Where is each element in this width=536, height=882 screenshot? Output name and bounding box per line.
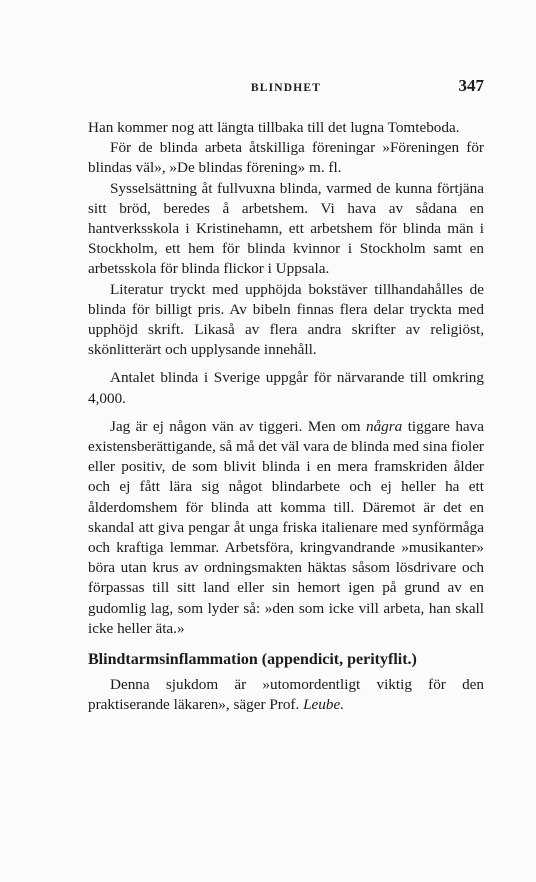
paragraph-beggars bbox=[88, 417, 484, 639]
paragraph-work-homes: Sysselsättning åt fullvuxna blinda, varmed de kunna förtjäna sitt bröd, beredes å arbetshem. Vi hava av sådana en hantverksskola i Kristinehamn, ett arbetshem för blinda män i Stockholm, ett hem för blinda kvinnor i Stockholm samt en arbetsskola för blinda flickor i Uppsala. bbox=[88, 179, 484, 278]
paragraph-literature: Literatur tryckt med upphöjda bokstäver tillhandahålles de blinda för billigt pris. Av bibeln finnas flera delar tryckta med upphöjd skrift. Likaså av flera andra skrifter av religiöst, skönlitterärt och upplysande innehåll. bbox=[88, 280, 484, 359]
paragraph-count: Antalet blinda i Sverige uppgår för närvarande till omkring 4,000. bbox=[88, 369, 484, 407]
body-text bbox=[88, 118, 484, 715]
running-title: BLINDHET bbox=[250, 82, 322, 94]
appendicitis-text: Denna sjukdom är »utomordentligt viktig för den praktiserande läkaren», säger Prof. bbox=[88, 676, 484, 714]
section-heading: Blindtarmsinflammation (appendicit, perityflit.) bbox=[88, 651, 417, 669]
appendicitis-author: Leube. bbox=[303, 696, 344, 714]
beggars-text-1: Jag är ej någon vän av tiggeri. Men om bbox=[110, 417, 366, 435]
beggars-italic-word: några bbox=[365, 417, 403, 435]
paragraph-associations: För de blinda arbeta åtskilliga föreningar »Föreningen för blindas väl», »De blindas förening» m. fl. bbox=[88, 139, 484, 177]
page-number: 347 bbox=[458, 76, 484, 95]
paragraph-tomteboda: Han kommer nog att längta tillbaka till det lugna Tomteboda. bbox=[88, 119, 460, 136]
page-header bbox=[88, 72, 484, 96]
beggars-text-2: tiggare hava existensberättigande, så må det väl vara de blinda med sina fioler eller positiv, de som blivit blinda i en mera framskriden ålder och ej fått lära sig något blindarbete och ej heller ha ett ålderdomshem för blinda att komma till. Däremot är det en skandal att giva pengar åt unga friska italienare med synförmåga och kraftiga lemmar. Arbetsföra, kringvandrande »musikanter» böra utan krus av ordningsmakten häktas såsom lösdrivare och förpassas till sitt land eller sin hemort igen på grund av en gudomlig lag, som lyder så: »den som icke vill arbeta, han skall icke heller äta.» bbox=[88, 417, 484, 637]
paragraph-appendicitis bbox=[88, 675, 484, 715]
